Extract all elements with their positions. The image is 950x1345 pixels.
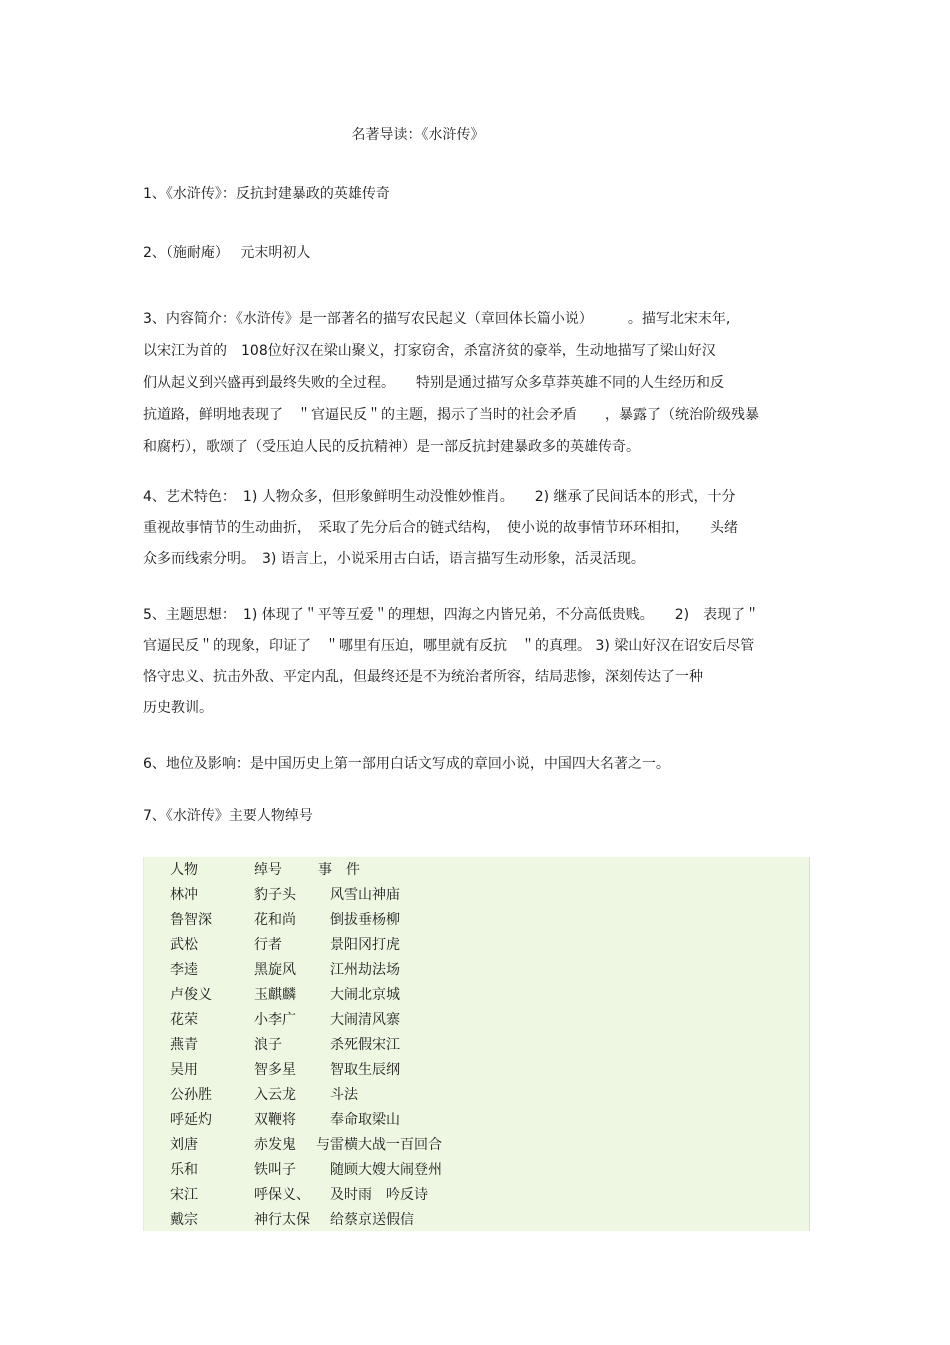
cell-character: 呼延灼 (170, 1112, 212, 1128)
text-line: 官逼民反＂的现象，印证了 ＂哪里有压迫，哪里就有反抗 ＂的真理。 3) 梁山好汉在诏安后尽管 (143, 638, 755, 654)
section-3-summary (143, 303, 808, 463)
cell-event: 大闹北京城 (330, 987, 400, 1003)
cell-nickname: 神行太保 (254, 1212, 310, 1228)
table-row (144, 933, 809, 958)
table-row (144, 1108, 809, 1133)
text-line: 5、主题思想： 1) 体现了＂平等互爱＂的理想，四海之内皆兄弟，不分高低贵贱。 2) 表现了＂ (143, 607, 760, 623)
table-header-row (144, 858, 809, 883)
cell-event: 及时雨 吟反诗 (330, 1187, 428, 1203)
cell-nickname: 豹子头 (254, 887, 296, 903)
cell-event: 大闹清风寨 (330, 1012, 400, 1028)
cell-nickname: 赤发鬼 (254, 1137, 296, 1153)
table-row (144, 1158, 809, 1183)
cell-nickname: 行者 (254, 937, 282, 953)
cell-nickname: 浪子 (254, 1037, 282, 1053)
table-row (144, 958, 809, 983)
header-cell-character: 人物 (170, 862, 198, 878)
cell-nickname: 铁叫子 (254, 1162, 296, 1178)
text-line: 们从起义到兴盛再到最终失败的全过程。 特别是通过描写众多草莽英雄不同的人生经历和反 (143, 375, 724, 391)
nickname-table (143, 857, 810, 1231)
text-line: 以宋江为首的 108位好汉在梁山聚义，打家窃舍，杀富济贫的豪举，生动地描写了梁山好汉 (143, 343, 716, 359)
text-line: 抗道路，鲜明地表现了 ＂官逼民反＂的主题，揭示了当时的社会矛盾 ，暴露了（统治阶级残暴 (143, 407, 759, 423)
cell-character: 卢俊义 (170, 987, 212, 1003)
table-row (144, 1058, 809, 1083)
section-5-theme (143, 600, 808, 724)
table-row (144, 1208, 809, 1233)
text-line: 1、《水浒传》：反抗封建暴政的英雄传奇 (143, 186, 390, 202)
text-line: 6、地位及影响：是中国历史上第一部用白话文写成的章回小说，中国四大名著之一。 (143, 756, 670, 772)
cell-nickname: 入云龙 (254, 1087, 296, 1103)
text-line: 4、艺术特色： 1) 人物众多，但形象鲜明生动没惟妙惟肖。 2) 继承了民间话本的形式，十分 (143, 489, 736, 505)
table-row (144, 908, 809, 933)
cell-character: 刘唐 (170, 1137, 198, 1153)
text-line: 和腐朽），歌颂了（受压迫人民的反抗精神）是一部反抗封建暴政多的英雄传奇。 (143, 439, 640, 455)
cell-event: 景阳冈打虎 (330, 937, 400, 953)
text-line: 3、内容简介：《水浒传》是一部著名的描写农民起义（章回体长篇小说） 。描写北宋末年, (143, 311, 731, 327)
cell-nickname: 玉麒麟 (254, 987, 296, 1003)
section-4-art-features (143, 482, 808, 575)
cell-event: 风雪山神庙 (330, 887, 400, 903)
cell-character: 宋江 (170, 1187, 198, 1203)
cell-character: 吴用 (170, 1062, 198, 1078)
text-line: 历史教训。 (143, 700, 213, 716)
table-row (144, 1008, 809, 1033)
cell-event: 斗法 (330, 1087, 358, 1103)
text-line: 2、（施耐庵） 元末明初人 (143, 245, 311, 261)
text-line: 众多而线索分明。 3) 语言上，小说采用古白话，语言描写生动形象，活灵活现。 (143, 551, 645, 567)
cell-character: 鲁智深 (170, 912, 212, 928)
cell-character: 戴宗 (170, 1212, 198, 1228)
table-row (144, 1083, 809, 1108)
cell-character: 公孙胜 (170, 1087, 212, 1103)
cell-character: 花荣 (170, 1012, 198, 1028)
text-line: 重视故事情节的生动曲折， 采取了先分后合的链式结构， 使小说的故事情节环环相扣， 头绪 (143, 520, 738, 536)
cell-character: 林冲 (170, 887, 198, 903)
header-cell-event: 事 件 (318, 862, 360, 878)
table-row (144, 983, 809, 1008)
cell-nickname: 花和尚 (254, 912, 296, 928)
text-line: 7、《水浒传》主要人物绰号 (143, 808, 313, 824)
section-2 (143, 239, 808, 267)
cell-nickname: 智多星 (254, 1062, 296, 1078)
cell-nickname: 双鞭将 (254, 1112, 296, 1128)
page-title: 名著导读：《水浒传》 (351, 127, 485, 143)
cell-nickname: 小李广 (254, 1012, 296, 1028)
cell-nickname: 黑旋风 (254, 962, 296, 978)
section-6-influence (143, 750, 808, 778)
cell-character: 李逵 (170, 962, 198, 978)
cell-character: 燕青 (170, 1037, 198, 1053)
table-row (144, 883, 809, 908)
cell-event: 倒拔垂杨柳 (330, 912, 400, 928)
text-line: 恪守忠义、抗击外敌、平定内乱，但最终还是不为统治者所容，结局悲惨，深刻传达了一种 (143, 669, 703, 685)
table-row (144, 1133, 809, 1158)
header-cell-nickname: 绰号 (254, 862, 282, 878)
cell-event: 杀死假宋江 (330, 1037, 400, 1053)
section-7-heading (143, 802, 808, 830)
cell-event: 随顾大嫂大闹登州 (330, 1162, 442, 1178)
cell-nickname: 呼保义、 (254, 1187, 310, 1203)
table-row (144, 1033, 809, 1058)
cell-event: 江州劫法场 (330, 962, 400, 978)
section-1 (143, 180, 808, 208)
cell-character: 乐和 (170, 1162, 198, 1178)
cell-event: 奉命取梁山 (330, 1112, 400, 1128)
table-row (144, 1183, 809, 1208)
cell-event: 与雷横大战一百回合 (316, 1137, 442, 1153)
cell-event: 给蔡京送假信 (330, 1212, 414, 1228)
cell-event: 智取生辰纲 (330, 1062, 400, 1078)
cell-character: 武松 (170, 937, 198, 953)
